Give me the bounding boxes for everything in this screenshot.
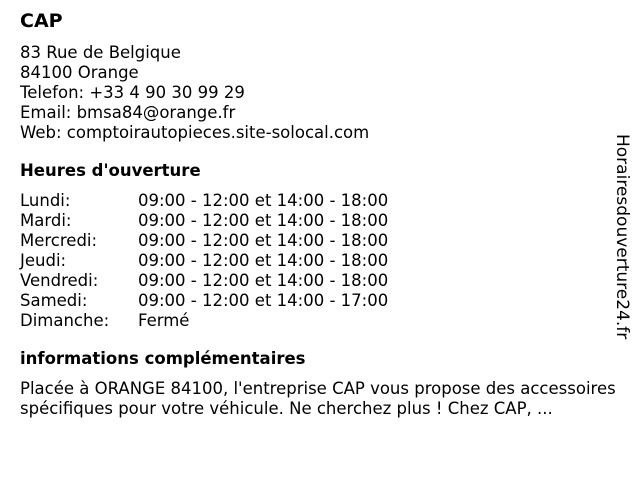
time-value: 09:00 - 12:00 et 14:00 - 18:00 [138, 231, 389, 250]
phone-number[interactable]: Telefon: +33 4 90 30 99 29 [20, 83, 245, 102]
day-label: Dimanche: [20, 311, 110, 330]
time-value: 09:00 - 12:00 et 14:00 - 17:00 [138, 291, 389, 310]
info-heading: informations complémentaires [20, 349, 306, 368]
info-text: Placée à ORANGE 84100, l'entreprise CAP vous propose des accessoires spécifiques pour votre véhicule. Ne cherchez plus ! Chez CAP, ... [20, 379, 616, 418]
website-link[interactable]: Web: comptoirautopieces.site-solocal.com [20, 123, 370, 142]
hours-row-monday [20, 191, 616, 211]
address-city: 84100 Orange [20, 63, 139, 82]
business-card [20, 8, 616, 419]
hours-row-wednesday [20, 231, 616, 251]
day-label: Vendredi: [20, 271, 99, 290]
hours-row-friday [20, 271, 616, 291]
day-label: Samedi: [20, 291, 88, 310]
time-value: 09:00 - 12:00 et 14:00 - 18:00 [138, 211, 389, 230]
site-watermark: Horairesdouverture24.fr [612, 134, 632, 340]
email-address[interactable]: Email: bmsa84@orange.fr [20, 103, 236, 122]
time-value: 09:00 - 12:00 et 14:00 - 18:00 [138, 251, 389, 270]
hours-table [20, 191, 616, 331]
time-value: 09:00 - 12:00 et 14:00 - 18:00 [138, 191, 389, 210]
hours-heading: Heures d'ouverture [20, 161, 201, 180]
hours-row-saturday [20, 291, 616, 311]
day-label: Jeudi: [20, 251, 67, 270]
time-value: 09:00 - 12:00 et 14:00 - 18:00 [138, 271, 389, 290]
day-label: Mardi: [20, 211, 72, 230]
info-description [20, 379, 616, 419]
day-label: Lundi: [20, 191, 71, 210]
time-value: Fermé [138, 311, 190, 330]
address-street: 83 Rue de Belgique [20, 43, 181, 62]
hours-row-thursday [20, 251, 616, 271]
hours-row-sunday [20, 311, 616, 331]
hours-row-tuesday [20, 211, 616, 231]
business-name: CAP [20, 10, 63, 32]
day-label: Mercredi: [20, 231, 98, 250]
